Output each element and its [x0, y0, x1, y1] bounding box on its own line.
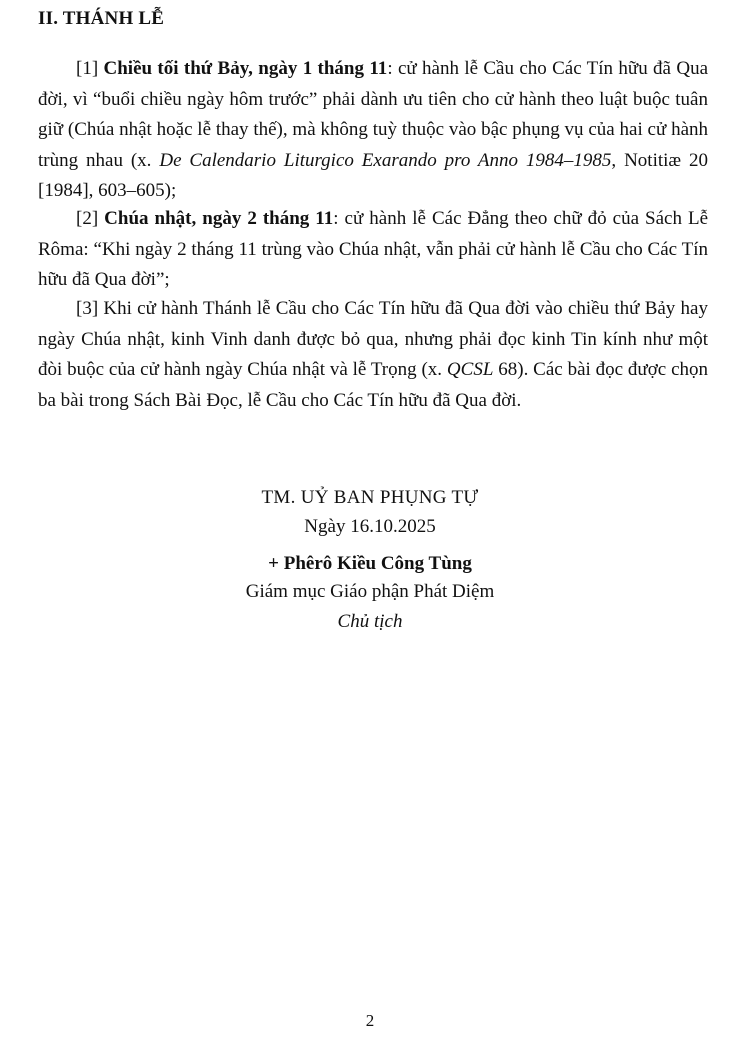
paragraph-3-text-a: Khi cử hành Thánh lễ Cầu cho Các Tín hữu đã Qua đời vào chiều thứ Bảy hay ngày Chúa nhật, kinh Vinh danh được bỏ qua, nhưng phải đọc kinh Tin kính như một đòi buộc của cử hành ngày Chúa nhật và lễ Trọng (x.	[38, 298, 708, 380]
paragraph-1	[38, 54, 708, 207]
paragraph-2	[38, 204, 708, 296]
paragraph-2-number: [2]	[76, 208, 99, 229]
paragraph-1-text-a: : cử hành lễ Cầu cho Các Tín hữu đã Qua đời, vì “buổi chiều ngày hôm trước” phải dành ưu tiên cho cử hành theo luật buộc tuân giữ (Chúa nhật hoặc lễ thay thế), mà không tuỳ thuộc vào bậc phụng vụ của hai cử hành trùng nhau (x.	[38, 58, 708, 171]
section-heading: II. THÁNH LỄ	[38, 8, 165, 29]
paragraph-1-bold-lead: Chiều tối thứ Bảy, ngày 1 tháng 11	[103, 58, 388, 79]
paragraph-2-bold-lead: Chúa nhật, ngày 2 tháng 11	[104, 208, 334, 229]
paragraph-3-text-b: 68). Các bài đọc được chọn ba bài trong Sách Bài Đọc, lễ Cầu cho Các Tín hữu đã Qua đời.	[38, 359, 708, 411]
paragraph-3	[38, 294, 708, 416]
paragraph-3-number: [3]	[76, 298, 99, 319]
signatory-title: Chủ tịch	[337, 611, 403, 632]
paragraph-1-italic-ref: De Calendario Liturgico Exarando pro Anno 1984–1985	[159, 149, 612, 171]
page-number: 2	[365, 1011, 375, 1030]
signature-date: Ngày 16.10.2025	[304, 516, 436, 537]
signatory-name: + Phêrô Kiều Công Tùng	[268, 553, 472, 574]
signature-organization: TM. UỶ BAN PHỤNG TỰ	[261, 487, 479, 508]
paragraph-1-text-b: , Notitiæ 20 [1984], 603–605);	[38, 149, 708, 201]
paragraph-3-italic-ref: QCSL	[446, 359, 494, 380]
paragraph-1-number: [1]	[76, 58, 99, 79]
paragraph-2-text-a: : cử hành lễ Các Đẳng theo chữ đỏ của Sách Lễ Rôma: “Khi ngày 2 tháng 11 trùng vào Chúa nhật, vẫn phải cử hành lễ Cầu cho Các Tín hữu đã Qua đời”;	[38, 208, 708, 290]
signatory-role: Giám mục Giáo phận Phát Diệm	[245, 581, 495, 602]
